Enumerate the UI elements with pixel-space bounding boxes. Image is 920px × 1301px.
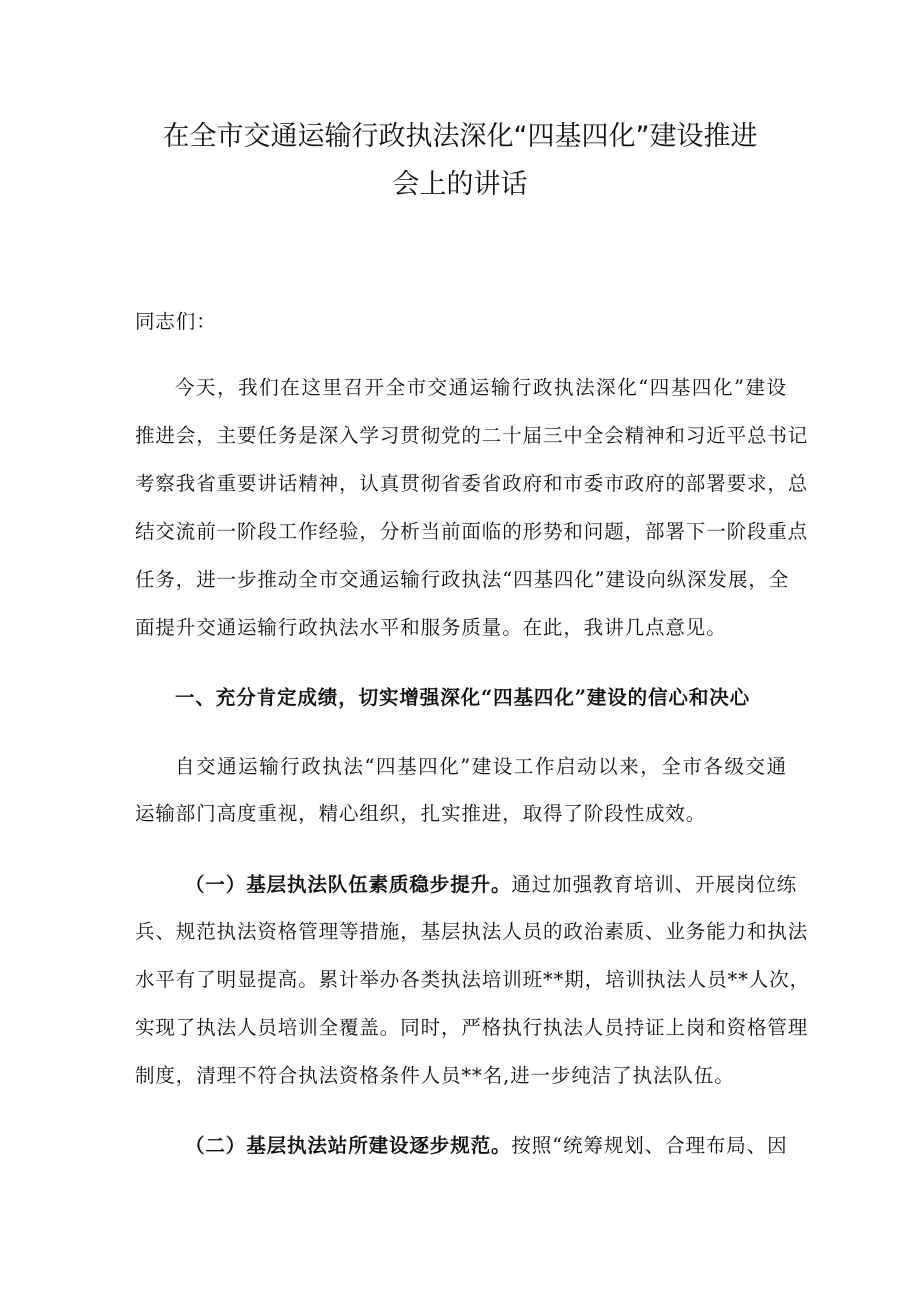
item-2-first-line <box>185 1131 787 1161</box>
intro-line-6: 面提升交通运输行政执法水平和服务质量。在此，我讲几点意见。 <box>135 616 727 639</box>
item-1-lead: （一）基层执法队伍素质稳步提升。 <box>185 873 512 896</box>
document-title-line-1: 在全市交通运输行政执法深化“四基四化”建设推进 <box>162 121 758 152</box>
intro-line-2: 推进会，主要任务是深入学习贯彻党的二十届三中全会精神和习近平总书记 <box>135 424 809 447</box>
item-1-line-3: 水平有了明显提高。累计举办各类执法培训班**期，培训执法人员**人次， <box>135 968 811 991</box>
item-1-line-4: 实现了执法人员培训全覆盖。同时，严格执行执法人员持证上岗和资格管理 <box>135 1016 809 1039</box>
document-title-line-2: 会上的讲话 <box>392 169 528 200</box>
intro-line-1: 今天，我们在这里召开全市交通运输行政执法深化“四基四化”建设 <box>175 376 787 399</box>
item-1-first-rest: 通过加强教育培训、开展岗位练 <box>511 873 798 896</box>
intro-line-5: 任务，进一步推动全市交通运输行政执法“四基四化”建设向纵深发展，全 <box>135 568 790 591</box>
section-1-heading: 一、充分肯定成绩，切实增强深化“四基四化”建设的信心和决心 <box>175 686 751 709</box>
intro-line-3: 考察我省重要讲话精神，认真贯彻省委省政府和市委市政府的部署要求，总 <box>135 472 809 495</box>
item-2-lead: （二）基层执法站所建设逐步规范。 <box>185 1134 512 1157</box>
section-1-para-line-2: 运输部门高度重视，精心组织，扎实推进，取得了阶段性成效。 <box>135 802 707 825</box>
item-2-first-rest: 按照“统筹规划、合理布局、因 <box>511 1134 788 1157</box>
section-1-para-line-1: 自交通运输行政执法“四基四化”建设工作启动以来，全市各级交通 <box>175 755 787 778</box>
intro-line-4: 结交流前一阶段工作经验，分析当前面临的形势和问题，部署下一阶段重点 <box>135 520 809 543</box>
item-1-line-5: 制度，清理不符合执法资格条件人员**名,进一步纯洁了执法队伍。 <box>135 1064 735 1087</box>
item-1-line-2: 兵、规范执法资格管理等措施，基层执法人员的政治素质、业务能力和执法 <box>135 920 809 943</box>
salutation: 同志们： <box>135 310 217 333</box>
item-1-first-line <box>185 870 798 900</box>
